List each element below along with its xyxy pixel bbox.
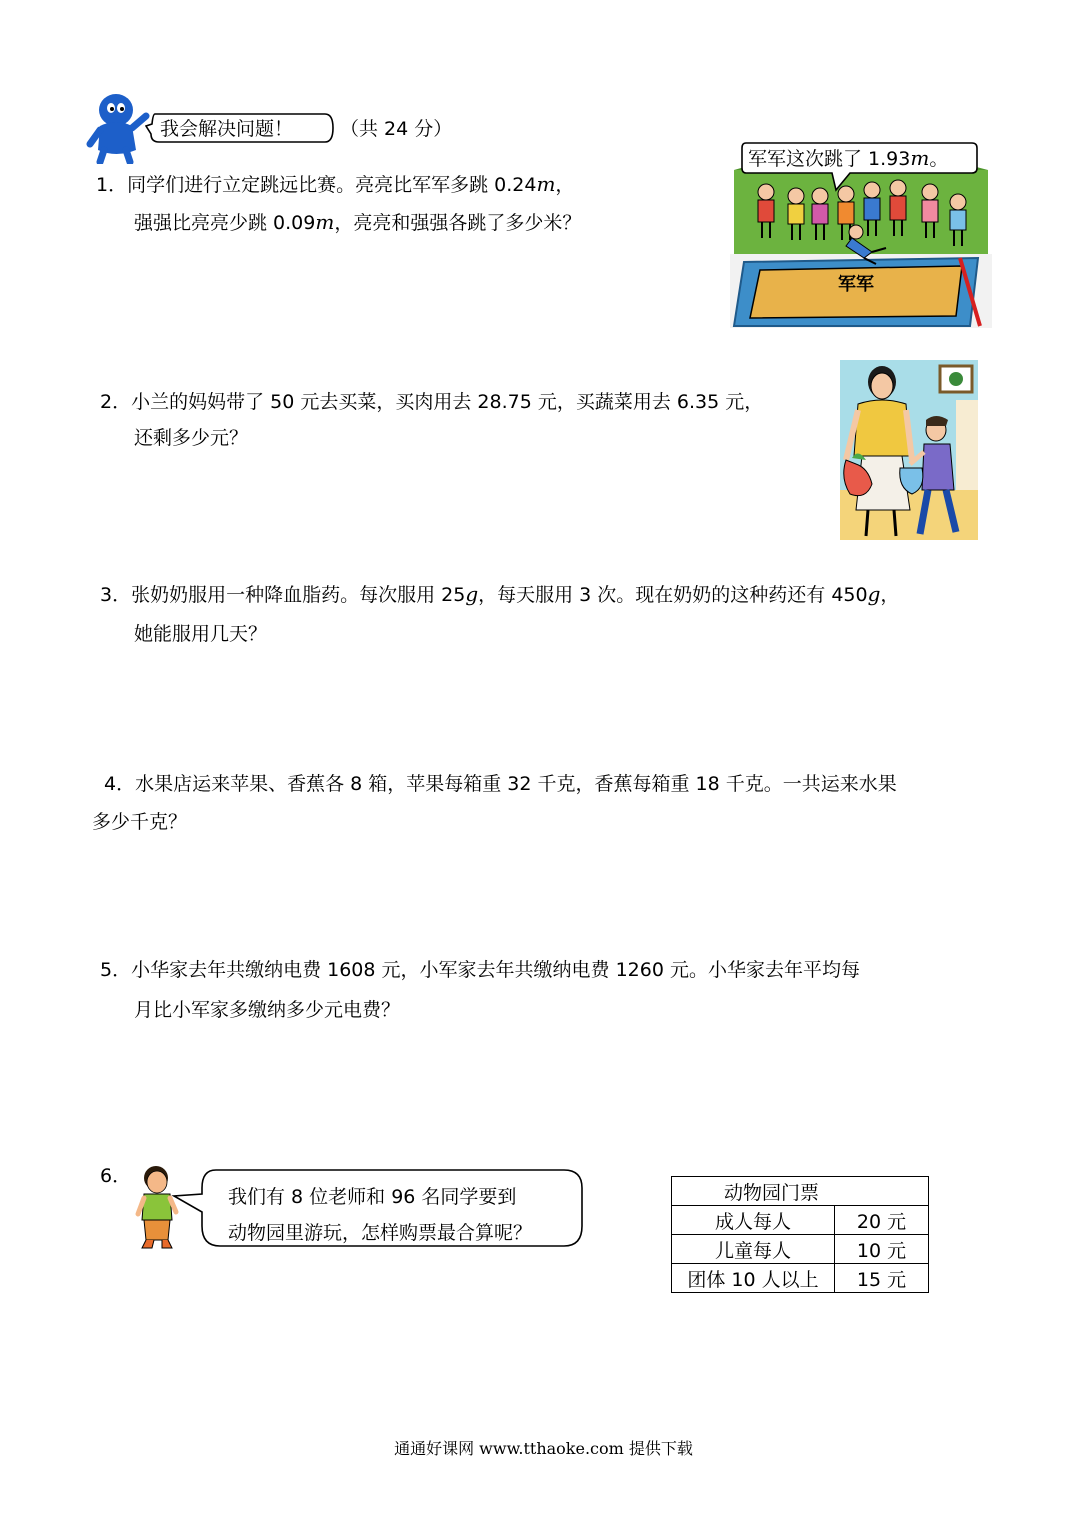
shopping-illustration xyxy=(840,360,978,540)
speech-line-2: 动物园里游玩，怎样购票最合算呢？ xyxy=(228,1222,533,1244)
mascot-icon xyxy=(86,88,150,164)
question-number: 1． xyxy=(96,174,128,196)
question-3-line2: 她能服用几天？ xyxy=(134,623,268,645)
jump-bubble-text: 军军这次跳了 1.93m。 xyxy=(748,146,949,170)
question-number: 2． xyxy=(100,391,132,413)
ticket-price: 15 元 xyxy=(835,1264,929,1293)
ticket-label: 儿童每人 xyxy=(672,1235,835,1264)
question-5-line2: 月比小军家多缴纳多少元电费？ xyxy=(134,999,401,1021)
question-5: 5．小华家去年共缴纳电费 1608 元，小军家去年共缴纳电费 1260 元。小华家去年平均每 xyxy=(100,959,860,981)
ticket-label: 成人每人 xyxy=(672,1206,835,1235)
ticket-price-table xyxy=(671,1176,929,1293)
question-3: 3．张奶奶服用一种降血脂药。每次服用 25g，每天服用 3 次。现在奶奶的这种药还有 450g， xyxy=(100,582,900,606)
question-2-line2: 还剩多少元？ xyxy=(134,427,249,449)
pit-label: 军军 xyxy=(838,274,874,295)
ticket-label: 团体 10 人以上 xyxy=(672,1264,835,1293)
question-1: 1．同学们进行立定跳远比赛。亮亮比军军多跳 0.24m， xyxy=(96,172,575,196)
question-2: 2．小兰的妈妈带了 50 元去买菜，买肉用去 28.75 元，买蔬菜用去 6.35 元， xyxy=(100,391,764,413)
section-score: （共 24 分） xyxy=(340,118,453,140)
question-number: 3． xyxy=(100,584,132,606)
question-number: 4． xyxy=(104,773,136,795)
question-6-number: 6． xyxy=(100,1165,132,1187)
question-number: 5． xyxy=(100,959,132,981)
footer-text: 通通好课网 www.tthaoke.com 提供下载 xyxy=(394,1439,693,1458)
speech-line-1: 我们有 8 位老师和 96 名同学要到 xyxy=(228,1186,517,1208)
question-4-line2: 多少千克？ xyxy=(92,811,188,833)
section-title: 我会解决问题！ xyxy=(160,118,294,140)
table-row xyxy=(672,1206,929,1235)
ticket-price: 10 元 xyxy=(835,1235,929,1264)
ticket-table-title: 动物园门票 xyxy=(672,1177,929,1206)
table-row xyxy=(672,1235,929,1264)
question-1-line2: 强强比亮亮少跳 0.09m，亮亮和强强各跳了多少米？ xyxy=(134,210,582,234)
ticket-price: 20 元 xyxy=(835,1206,929,1235)
table-row xyxy=(672,1264,929,1293)
question-4: 4．水果店运来苹果、香蕉各 8 箱，苹果每箱重 32 千克，香蕉每箱重 18 千克。一共运来水果 xyxy=(104,773,897,795)
